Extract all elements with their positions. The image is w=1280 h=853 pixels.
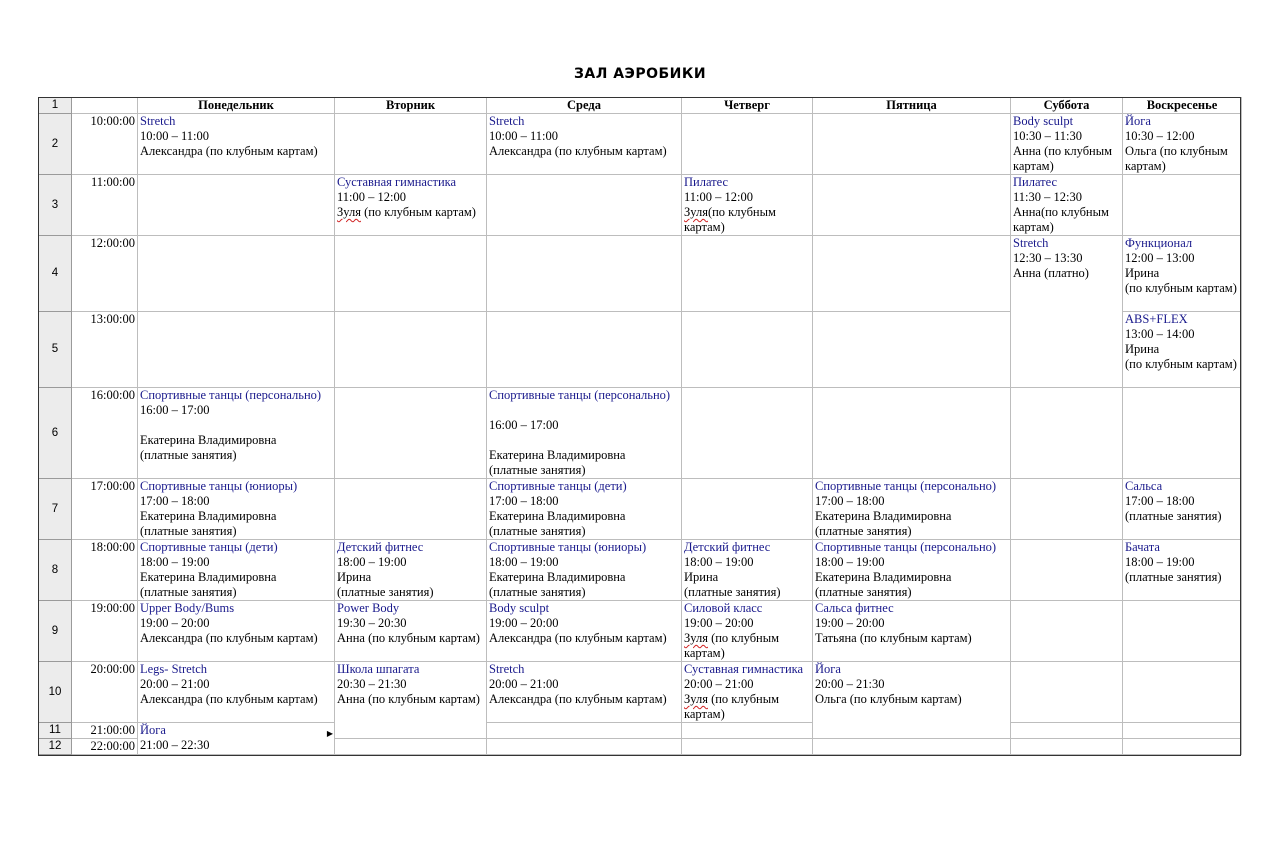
class-time: 17:00 – 18:00 bbox=[815, 494, 885, 508]
empty-cell[interactable] bbox=[1011, 479, 1123, 540]
empty-cell[interactable] bbox=[335, 236, 487, 312]
empty-cell[interactable] bbox=[813, 312, 1011, 388]
class-cell[interactable] bbox=[1011, 175, 1123, 236]
class-name: Power Body bbox=[337, 601, 400, 615]
class-name: Body sculpt bbox=[1013, 114, 1074, 128]
class-note: (по клубным картам) bbox=[684, 692, 780, 721]
class-name: Пилатес bbox=[684, 175, 729, 189]
empty-cell[interactable] bbox=[138, 236, 335, 312]
class-cell[interactable] bbox=[1123, 114, 1242, 175]
overflow-arrow-icon: ▶ bbox=[326, 729, 333, 738]
class-time: 12:30 – 13:30 bbox=[1013, 251, 1083, 265]
class-cell[interactable] bbox=[487, 479, 682, 540]
class-cell[interactable] bbox=[682, 540, 813, 601]
class-cell[interactable] bbox=[138, 601, 335, 662]
row-header-3[interactable]: 3 bbox=[39, 175, 72, 236]
class-info: (платные занятия) bbox=[140, 448, 237, 462]
class-time: 10:30 – 11:30 bbox=[1013, 129, 1082, 143]
time-header-cell[interactable] bbox=[72, 98, 138, 114]
class-cell[interactable] bbox=[335, 175, 487, 236]
class-name: Stretch bbox=[489, 662, 525, 676]
class-name: Сальса фитнес bbox=[815, 601, 894, 615]
class-cell[interactable] bbox=[138, 662, 335, 723]
class-time: 16:00 – 17:00 bbox=[489, 418, 559, 432]
empty-cell[interactable] bbox=[682, 479, 813, 540]
empty-cell[interactable] bbox=[487, 739, 682, 755]
class-cell[interactable] bbox=[335, 662, 487, 739]
row-header-11[interactable]: 11 bbox=[39, 723, 72, 739]
blank-line bbox=[489, 403, 679, 418]
class-time: 21:00 – 22:30 bbox=[140, 738, 210, 752]
empty-cell[interactable] bbox=[1123, 175, 1242, 236]
empty-cell[interactable] bbox=[335, 114, 487, 175]
class-name: Йога bbox=[1125, 114, 1151, 128]
class-time: 17:00 – 18:00 bbox=[489, 494, 559, 508]
class-cell[interactable] bbox=[335, 601, 487, 662]
instructor-name: Ирина bbox=[1125, 266, 1160, 280]
empty-cell[interactable] bbox=[335, 739, 487, 755]
class-cell[interactable] bbox=[1123, 236, 1242, 312]
class-name: Сальса bbox=[1125, 479, 1163, 493]
class-cell[interactable] bbox=[682, 175, 813, 236]
class-name: Upper Body/Bums bbox=[140, 601, 235, 615]
schedule-row bbox=[39, 114, 1242, 175]
class-name: Суставная гимнастика bbox=[337, 175, 457, 189]
time-cell[interactable]: 13:00:00 bbox=[72, 312, 138, 388]
class-info: (платные занятия) bbox=[1125, 570, 1222, 584]
class-info: Александра (по клубным картам) bbox=[140, 692, 318, 706]
class-cell[interactable] bbox=[1123, 540, 1242, 601]
empty-cell[interactable] bbox=[1123, 723, 1242, 739]
time-cell[interactable]: 16:00:00 bbox=[72, 388, 138, 479]
class-info: Александра (по клубным картам) bbox=[140, 144, 318, 158]
instructor-name: Екатерина Владимировна bbox=[489, 509, 626, 523]
class-time: 18:00 – 19:00 bbox=[489, 555, 559, 569]
class-cell[interactable] bbox=[813, 479, 1011, 540]
class-cell[interactable] bbox=[138, 723, 335, 755]
class-info bbox=[337, 205, 484, 220]
empty-cell[interactable] bbox=[138, 312, 335, 388]
empty-cell[interactable] bbox=[682, 388, 813, 479]
empty-cell[interactable] bbox=[1123, 662, 1242, 723]
class-info: Александра (по клубным картам) bbox=[489, 631, 667, 645]
class-info: Татьяна (по клубным картам) bbox=[815, 631, 972, 645]
time-cell[interactable]: 12:00:00 bbox=[72, 236, 138, 312]
class-cell[interactable] bbox=[813, 662, 1011, 739]
class-cell[interactable] bbox=[682, 601, 813, 662]
instructor-name: Ирина bbox=[684, 570, 719, 584]
class-name: Пилатес bbox=[1013, 175, 1058, 189]
class-name: Спортивные танцы (персонально) bbox=[815, 540, 997, 554]
empty-cell[interactable] bbox=[335, 312, 487, 388]
class-name: Спортивные танцы (персонально) bbox=[489, 388, 671, 402]
class-info: (платные занятия) bbox=[815, 585, 912, 599]
class-cell[interactable] bbox=[813, 540, 1011, 601]
class-name: Йога bbox=[140, 723, 166, 737]
class-info bbox=[684, 631, 810, 661]
class-time: 20:00 – 21:00 bbox=[140, 677, 210, 691]
class-name: Суставная гимнастика bbox=[684, 662, 804, 676]
class-time: 19:30 – 20:30 bbox=[337, 616, 407, 630]
class-info: Александра (по клубным картам) bbox=[489, 692, 667, 706]
time-cell[interactable]: 17:00:00 bbox=[72, 479, 138, 540]
class-name: Спортивные танцы (дети) bbox=[140, 540, 278, 554]
class-info: Ольга (по клубным картам) bbox=[1125, 144, 1228, 173]
row-header-2[interactable]: 2 bbox=[39, 114, 72, 175]
class-time: 12:00 – 13:00 bbox=[1125, 251, 1195, 265]
class-name: Legs- Stretch bbox=[140, 662, 207, 676]
class-time: 11:00 – 12:00 bbox=[337, 190, 406, 204]
instructor-name: Екатерина Владимировна bbox=[489, 448, 626, 462]
class-name: Спортивные танцы (юниоры) bbox=[489, 540, 647, 554]
instructor-name: Екатерина Владимировна bbox=[140, 570, 277, 584]
class-name: Stretch bbox=[140, 114, 176, 128]
class-name: Школа шпагата bbox=[337, 662, 420, 676]
class-time: 13:00 – 14:00 bbox=[1125, 327, 1195, 341]
day-header-friday[interactable]: Пятница bbox=[813, 98, 1011, 114]
class-info: Ольга (по клубным картам) bbox=[815, 692, 962, 706]
empty-cell[interactable] bbox=[1011, 540, 1123, 601]
empty-cell[interactable] bbox=[487, 312, 682, 388]
time-cell[interactable]: 19:00:00 bbox=[72, 601, 138, 662]
empty-cell[interactable] bbox=[682, 236, 813, 312]
class-time: 16:00 – 17:00 bbox=[140, 403, 210, 417]
empty-cell[interactable] bbox=[1011, 388, 1123, 479]
class-time: 17:00 – 18:00 bbox=[140, 494, 210, 508]
empty-cell[interactable] bbox=[1011, 662, 1123, 723]
class-time: 11:00 – 12:00 bbox=[684, 190, 753, 204]
class-info: Анна (по клубным картам) bbox=[1013, 144, 1113, 173]
class-time: 10:30 – 12:00 bbox=[1125, 129, 1195, 143]
class-cell[interactable] bbox=[138, 114, 335, 175]
class-info: (по клубным картам) bbox=[1125, 357, 1237, 371]
class-time: 20:00 – 21:30 bbox=[815, 677, 885, 691]
class-info: (платные занятия) bbox=[489, 463, 586, 477]
time-cell[interactable]: 22:00:00 bbox=[72, 739, 138, 755]
time-cell[interactable]: 11:00:00 bbox=[72, 175, 138, 236]
class-note: (по клубным картам) bbox=[360, 205, 476, 219]
class-time: 11:30 – 12:30 bbox=[1013, 190, 1082, 204]
class-info: Анна (по клубным картам) bbox=[337, 631, 480, 645]
class-info: (платные занятия) bbox=[140, 524, 237, 538]
class-time: 17:00 – 18:00 bbox=[1125, 494, 1195, 508]
class-time: 18:00 – 19:00 bbox=[337, 555, 407, 569]
row-header-12[interactable]: 12 bbox=[39, 739, 72, 755]
schedule-row bbox=[39, 723, 1242, 739]
class-note: (по клубным картам) bbox=[684, 205, 776, 234]
class-time: 19:00 – 20:00 bbox=[815, 616, 885, 630]
class-info: Александра (по клубным картам) bbox=[140, 631, 318, 645]
class-name: Йога bbox=[815, 662, 841, 676]
class-time: 18:00 – 19:00 bbox=[815, 555, 885, 569]
schedule-row bbox=[39, 479, 1242, 540]
empty-cell[interactable] bbox=[1123, 388, 1242, 479]
class-cell[interactable] bbox=[487, 601, 682, 662]
instructor-name: Екатерина Владимировна bbox=[815, 570, 952, 584]
class-cell[interactable] bbox=[487, 114, 682, 175]
row-header-7[interactable]: 7 bbox=[39, 479, 72, 540]
class-info bbox=[684, 205, 810, 235]
class-cell[interactable] bbox=[1011, 114, 1123, 175]
row-header-5[interactable]: 5 bbox=[39, 312, 72, 388]
class-time: 20:30 – 21:30 bbox=[337, 677, 407, 691]
schedule-row bbox=[39, 601, 1242, 662]
schedule-table bbox=[38, 97, 1242, 755]
empty-cell[interactable] bbox=[813, 114, 1011, 175]
instructor-name: Зуля bbox=[684, 631, 708, 645]
class-cell[interactable] bbox=[335, 540, 487, 601]
class-name: Бачата bbox=[1125, 540, 1160, 554]
class-time: 18:00 – 19:00 bbox=[684, 555, 754, 569]
class-cell[interactable] bbox=[1123, 312, 1242, 388]
class-info: (платные занятия) bbox=[489, 524, 586, 538]
class-note: (по клубным картам) bbox=[684, 631, 780, 660]
instructor-name: Ирина bbox=[1125, 342, 1160, 356]
class-time: 20:00 – 21:00 bbox=[489, 677, 559, 691]
time-cell[interactable]: 18:00:00 bbox=[72, 540, 138, 601]
schedule-row bbox=[39, 662, 1242, 723]
empty-cell[interactable] bbox=[487, 175, 682, 236]
day-header-tuesday[interactable]: Вторник bbox=[335, 98, 487, 114]
class-time: 20:00 – 21:00 bbox=[684, 677, 754, 691]
class-time: 10:00 – 11:00 bbox=[489, 129, 558, 143]
instructor-name: Екатерина Владимировна bbox=[140, 433, 277, 447]
day-header-monday[interactable]: Понедельник bbox=[138, 98, 335, 114]
class-info: (по клубным картам) bbox=[1125, 281, 1237, 295]
blank-line bbox=[489, 433, 679, 448]
instructor-name: Екатерина Владимировна bbox=[489, 570, 626, 584]
class-name: Силовой класс bbox=[684, 601, 763, 615]
class-cell[interactable] bbox=[487, 540, 682, 601]
row-header-4[interactable]: 4 bbox=[39, 236, 72, 312]
class-cell[interactable] bbox=[813, 601, 1011, 662]
class-info: (платные занятия) bbox=[684, 585, 781, 599]
time-cell[interactable]: 21:00:00 bbox=[72, 723, 138, 739]
instructor-name: Екатерина Владимировна bbox=[140, 509, 277, 523]
class-cell[interactable] bbox=[138, 388, 335, 479]
class-info: (платные занятия) bbox=[1125, 509, 1222, 523]
schedule-row bbox=[39, 388, 1242, 479]
class-cell[interactable] bbox=[1123, 479, 1242, 540]
class-name: Stretch bbox=[1013, 236, 1049, 250]
row-header-6[interactable]: 6 bbox=[39, 388, 72, 479]
empty-cell[interactable] bbox=[682, 739, 813, 755]
class-name: Спортивные танцы (персонально) bbox=[140, 388, 322, 402]
class-cell[interactable] bbox=[138, 479, 335, 540]
class-time: 19:00 – 20:00 bbox=[684, 616, 754, 630]
page-title: ЗАЛ АЭРОБИКИ bbox=[573, 66, 707, 82]
empty-cell[interactable] bbox=[682, 723, 813, 739]
class-name: ABS+FLEX bbox=[1125, 312, 1188, 326]
class-cell[interactable] bbox=[487, 388, 682, 479]
empty-cell[interactable] bbox=[1011, 601, 1123, 662]
empty-cell[interactable] bbox=[487, 236, 682, 312]
row-header-9[interactable]: 9 bbox=[39, 601, 72, 662]
empty-cell[interactable] bbox=[813, 236, 1011, 312]
class-cell[interactable] bbox=[138, 540, 335, 601]
empty-cell[interactable] bbox=[1011, 739, 1123, 755]
instructor-name: Зуля bbox=[684, 205, 708, 219]
class-time: 19:00 – 20:00 bbox=[489, 616, 559, 630]
empty-cell[interactable] bbox=[682, 114, 813, 175]
day-header-thursday[interactable]: Четверг bbox=[682, 98, 813, 114]
class-info: Анна (по клубным картам) bbox=[337, 692, 480, 706]
empty-cell[interactable] bbox=[813, 388, 1011, 479]
class-info bbox=[684, 692, 810, 722]
class-name: Спортивные танцы (дети) bbox=[489, 479, 627, 493]
row-header-1[interactable]: 1 bbox=[39, 98, 72, 114]
class-info: (платные занятия) bbox=[489, 585, 586, 599]
class-cell[interactable] bbox=[1011, 236, 1123, 388]
class-info: Анна(по клубным картам) bbox=[1013, 205, 1109, 234]
empty-cell[interactable] bbox=[813, 175, 1011, 236]
class-name: Спортивные танцы (юниоры) bbox=[140, 479, 298, 493]
empty-cell[interactable] bbox=[138, 175, 335, 236]
empty-cell[interactable] bbox=[335, 388, 487, 479]
header-row bbox=[39, 98, 1242, 114]
class-time: 18:00 – 19:00 bbox=[140, 555, 210, 569]
time-cell[interactable]: 10:00:00 bbox=[72, 114, 138, 175]
empty-cell[interactable] bbox=[813, 739, 1011, 755]
class-name: Детский фитнес bbox=[337, 540, 424, 554]
class-time: 19:00 – 20:00 bbox=[140, 616, 210, 630]
empty-cell[interactable] bbox=[682, 312, 813, 388]
class-info: (платные занятия) bbox=[815, 524, 912, 538]
instructor-name: Екатерина Владимировна bbox=[815, 509, 952, 523]
day-header-sunday[interactable]: Воскресенье bbox=[1123, 98, 1242, 114]
blank-line bbox=[140, 418, 332, 433]
class-name: Спортивные танцы (персонально) bbox=[815, 479, 997, 493]
empty-cell[interactable] bbox=[1011, 723, 1123, 739]
instructor-name: Зуля bbox=[337, 205, 361, 219]
schedule-row bbox=[39, 236, 1242, 312]
empty-cell[interactable] bbox=[487, 723, 682, 739]
class-info: (платные занятия) bbox=[140, 585, 237, 599]
class-cell[interactable] bbox=[487, 662, 682, 723]
schedule-row bbox=[39, 540, 1242, 601]
class-cell[interactable] bbox=[682, 662, 813, 723]
schedule-row bbox=[39, 175, 1242, 236]
day-header-wednesday[interactable]: Среда bbox=[487, 98, 682, 114]
instructor-name: Ирина bbox=[337, 570, 372, 584]
class-name: Детский фитнес bbox=[684, 540, 771, 554]
class-name: Body sculpt bbox=[489, 601, 550, 615]
time-cell[interactable]: 20:00:00 bbox=[72, 662, 138, 723]
class-info: Александра (по клубным картам) bbox=[489, 144, 667, 158]
class-name: Stretch bbox=[489, 114, 525, 128]
class-time: 10:00 – 11:00 bbox=[140, 129, 209, 143]
row-header-8[interactable]: 8 bbox=[39, 540, 72, 601]
day-header-saturday[interactable]: Суббота bbox=[1011, 98, 1123, 114]
empty-cell[interactable] bbox=[335, 479, 487, 540]
instructor-name: Зуля bbox=[684, 692, 708, 706]
row-header-10[interactable]: 10 bbox=[39, 662, 72, 723]
class-name: Функционал bbox=[1125, 236, 1193, 250]
empty-cell[interactable] bbox=[1123, 739, 1242, 755]
class-info: Анна (платно) bbox=[1013, 266, 1089, 280]
class-info: (платные занятия) bbox=[337, 585, 434, 599]
empty-cell[interactable] bbox=[1123, 601, 1242, 662]
class-time: 18:00 – 19:00 bbox=[1125, 555, 1195, 569]
